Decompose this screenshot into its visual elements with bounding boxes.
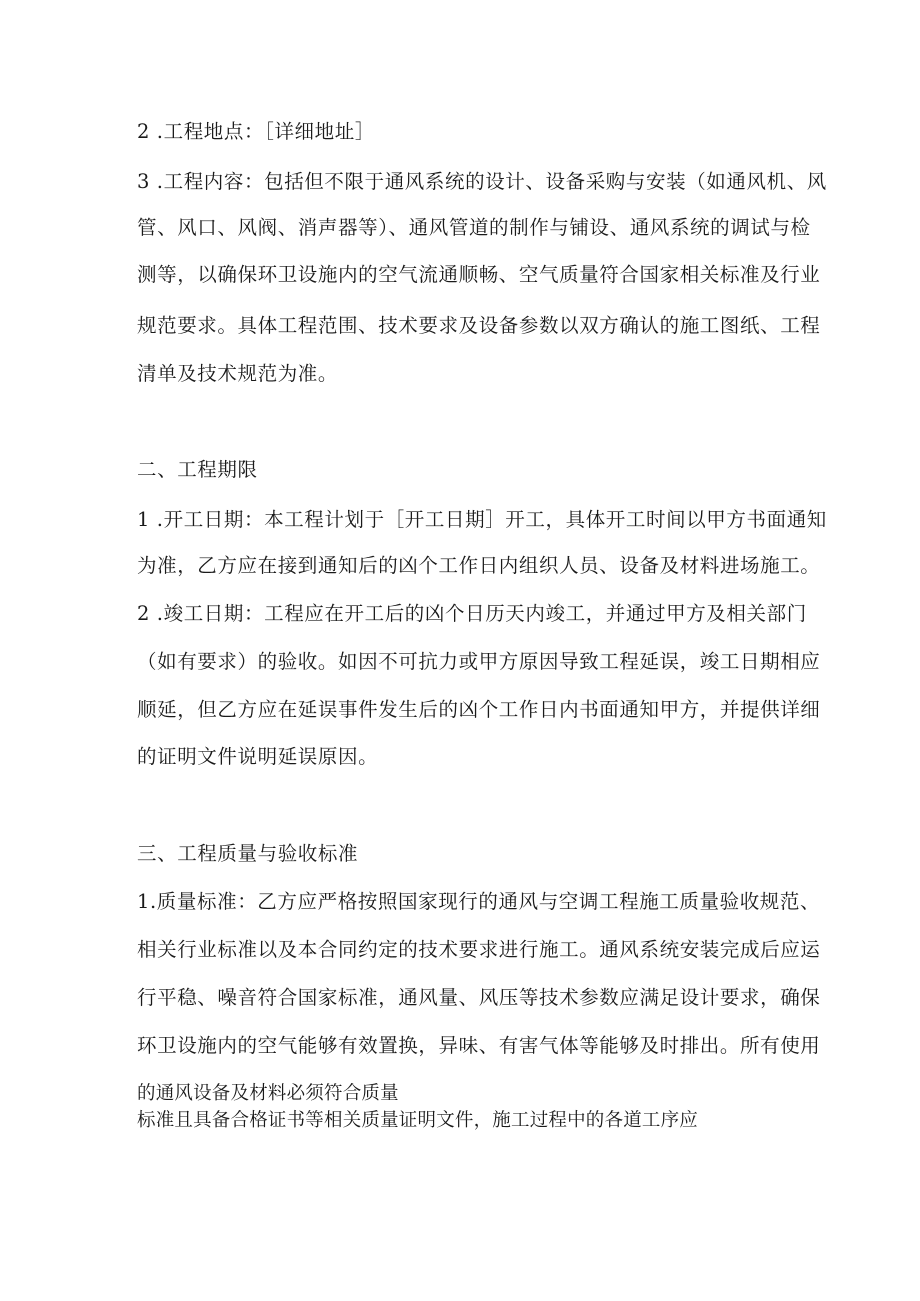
item-location: 2 .工程地点：［详细地址］ — [137, 120, 375, 143]
content-line-5: 清单及技术规范为准。 — [137, 362, 339, 385]
completion-line-1: 2 .竣工日期：工程应在开工后的凶个日历天内竣工，并通过甲方及相关部门 — [137, 602, 807, 625]
section-heading-schedule: 二、工程期限 — [137, 458, 258, 481]
content-line-1: 3 .工程内容：包括但不限于通风系统的设计、设备采购与安装（如通风机、风 — [137, 170, 827, 193]
quality-line-2: 相关行业标准以及本合同约定的技术要求进行施工。通风系统安装完成后应运 — [137, 938, 821, 961]
quality-line-3: 行平稳、噪音符合国家标准，通风量、风压等技术参数应满足设计要求，确保 — [137, 986, 821, 1009]
start-date-line-2: 为准，乙方应在接到通知后的凶个工作日内组织人员、设备及材料进场施工。 — [137, 554, 821, 577]
start-date-line-1: 1 .开工日期：本工程计划于［开工日期］开工，具体开工时间以甲方书面通知 — [137, 508, 827, 531]
completion-line-4: 的证明文件说明延误原因。 — [137, 745, 379, 768]
content-line-4: 规范要求。具体工程范围、技术要求及设备参数以双方确认的施工图纸、工程 — [137, 314, 821, 337]
quality-line-6: 标准且具备合格证书等相关质量证明文件，施工过程中的各道工序应 — [137, 1110, 699, 1131]
completion-line-2: （如有要求）的验收。如因不可抗力或甲方原因导致工程延误，竣工日期相应 — [137, 650, 821, 673]
content-line-2: 管、风口、风阀、消声器等）、通风管道的制作与铺设、通风系统的调试与检 — [137, 216, 811, 239]
quality-line-4: 环卫设施内的空气能够有效置换，异味、有害气体等能够及时排出。所有使用 — [137, 1034, 821, 1057]
quality-line-5: 的通风设备及材料必须符合质量 — [137, 1083, 399, 1104]
completion-line-3: 顺延，但乙方应在延误事件发生后的凶个工作日内书面通知甲方，并提供详细 — [137, 698, 821, 721]
quality-line-1: 1.质量标准：乙方应严格按照国家现行的通风与空调工程施工质量验收规范、 — [137, 890, 821, 913]
section-heading-quality: 三、工程质量与验收标准 — [137, 842, 359, 865]
content-line-3: 测等，以确保环卫设施内的空气流通顺畅、空气质量符合国家相关标准及行业 — [137, 263, 821, 286]
